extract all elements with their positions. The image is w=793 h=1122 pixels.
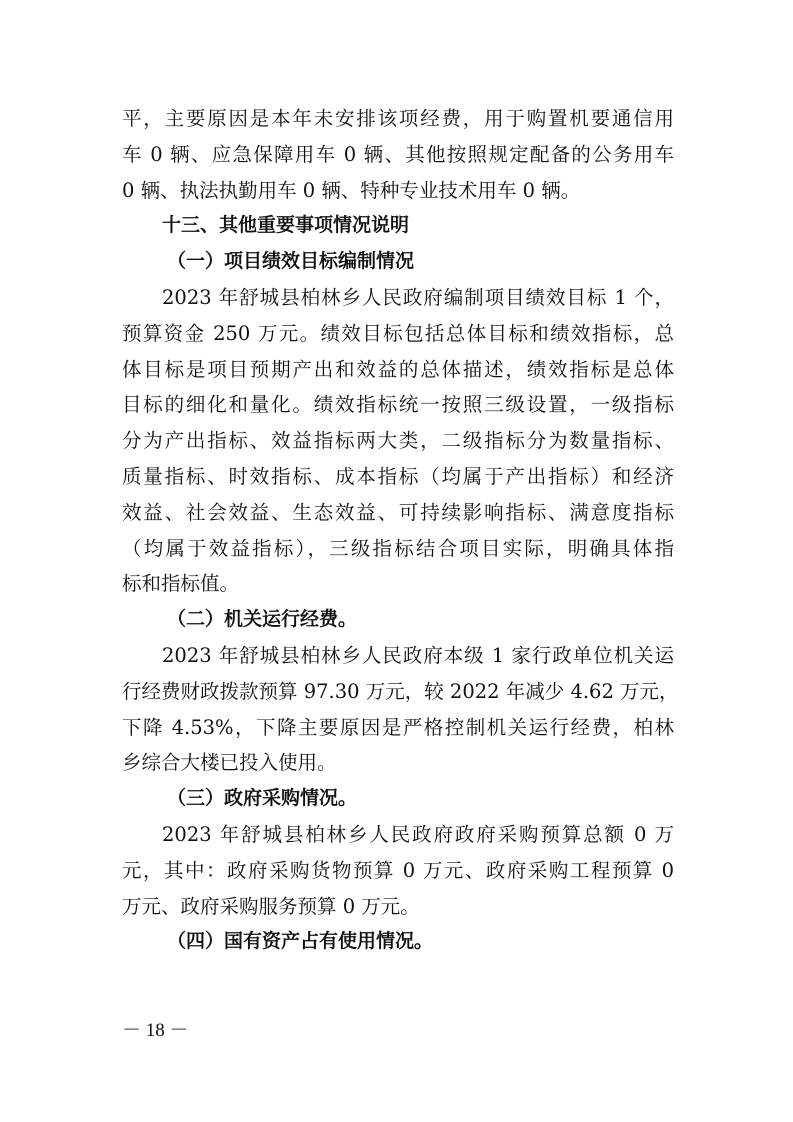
text-line: 效益、社会效益、生态效益、可持续影响指标、满意度指标 — [122, 500, 674, 524]
paragraph-operating-expenses — [122, 638, 679, 781]
subsection-heading-performance-goals: （一）项目绩效目标编制情况 — [167, 250, 415, 273]
subsection-heading-procurement: （三）政府采购情况。 — [167, 787, 358, 810]
text-line: 车 0 辆、应急保障用车 0 辆、其他按照规定配备的公务用车 — [122, 142, 674, 166]
text-line: 2023 年舒城县柏林乡人民政府本级 1 家行政单位机关运 — [162, 643, 674, 667]
text-line: 预算资金 250 万元。绩效目标包括总体目标和绩效指标，总 — [122, 321, 674, 345]
text-line: 乡综合大楼已投入使用。 — [122, 751, 337, 775]
text-line: 0 辆、执法执勤用车 0 辆、特种专业技术用车 0 辆。 — [122, 178, 581, 202]
paragraph-procurement — [122, 817, 674, 924]
paragraph-vehicle-purchase — [122, 101, 674, 208]
text-line: 平，主要原因是本年未安排该项经费，用于购置机要通信用 — [122, 107, 674, 130]
page-number: － 18 － — [122, 1020, 189, 1041]
paragraph-performance-goals — [122, 280, 674, 602]
text-line: 分为产出指标、效益指标两大类，二级指标分为数量指标、 — [122, 429, 674, 453]
text-line: （均属于效益指标），三级指标结合项目实际，明确具体指 — [122, 536, 674, 560]
body-text — [122, 101, 679, 960]
text-line: 元，其中：政府采购货物预算 0 万元、政府采购工程预算 0 — [122, 858, 674, 882]
subsection-heading-state-assets: （四）国有资产占有使用情况。 — [167, 930, 434, 953]
subsection-heading-operating-expenses: （二）机关运行经费。 — [167, 608, 358, 631]
text-line: 目标的细化和量化。绩效指标统一按照三级设置，一级指标 — [122, 393, 674, 417]
text-line: 体目标是项目预期产出和效益的总体描述，绩效指标是总体 — [122, 357, 674, 381]
text-line: 下降 4.53%，下降主要原因是严格控制机关运行经费，柏林 — [122, 715, 674, 739]
text-line: 质量指标、时效指标、成本指标（均属于产出指标）和经济 — [122, 464, 674, 488]
text-line: 2023 年舒城县柏林乡人民政府编制项目绩效目标 1 个， — [162, 285, 674, 309]
text-line: 2023 年舒城县柏林乡人民政府政府采购预算总额 0 万 — [162, 822, 674, 846]
text-line: 行经费财政拨款预算 97.30 万元，较 2022 年减少 4.62 万元， — [122, 679, 679, 703]
text-line: 万元、政府采购服务预算 0 万元。 — [122, 894, 420, 918]
text-line: 标和指标值。 — [122, 572, 240, 596]
section-heading-13: 十三、其他重要事项情况说明 — [162, 214, 410, 237]
